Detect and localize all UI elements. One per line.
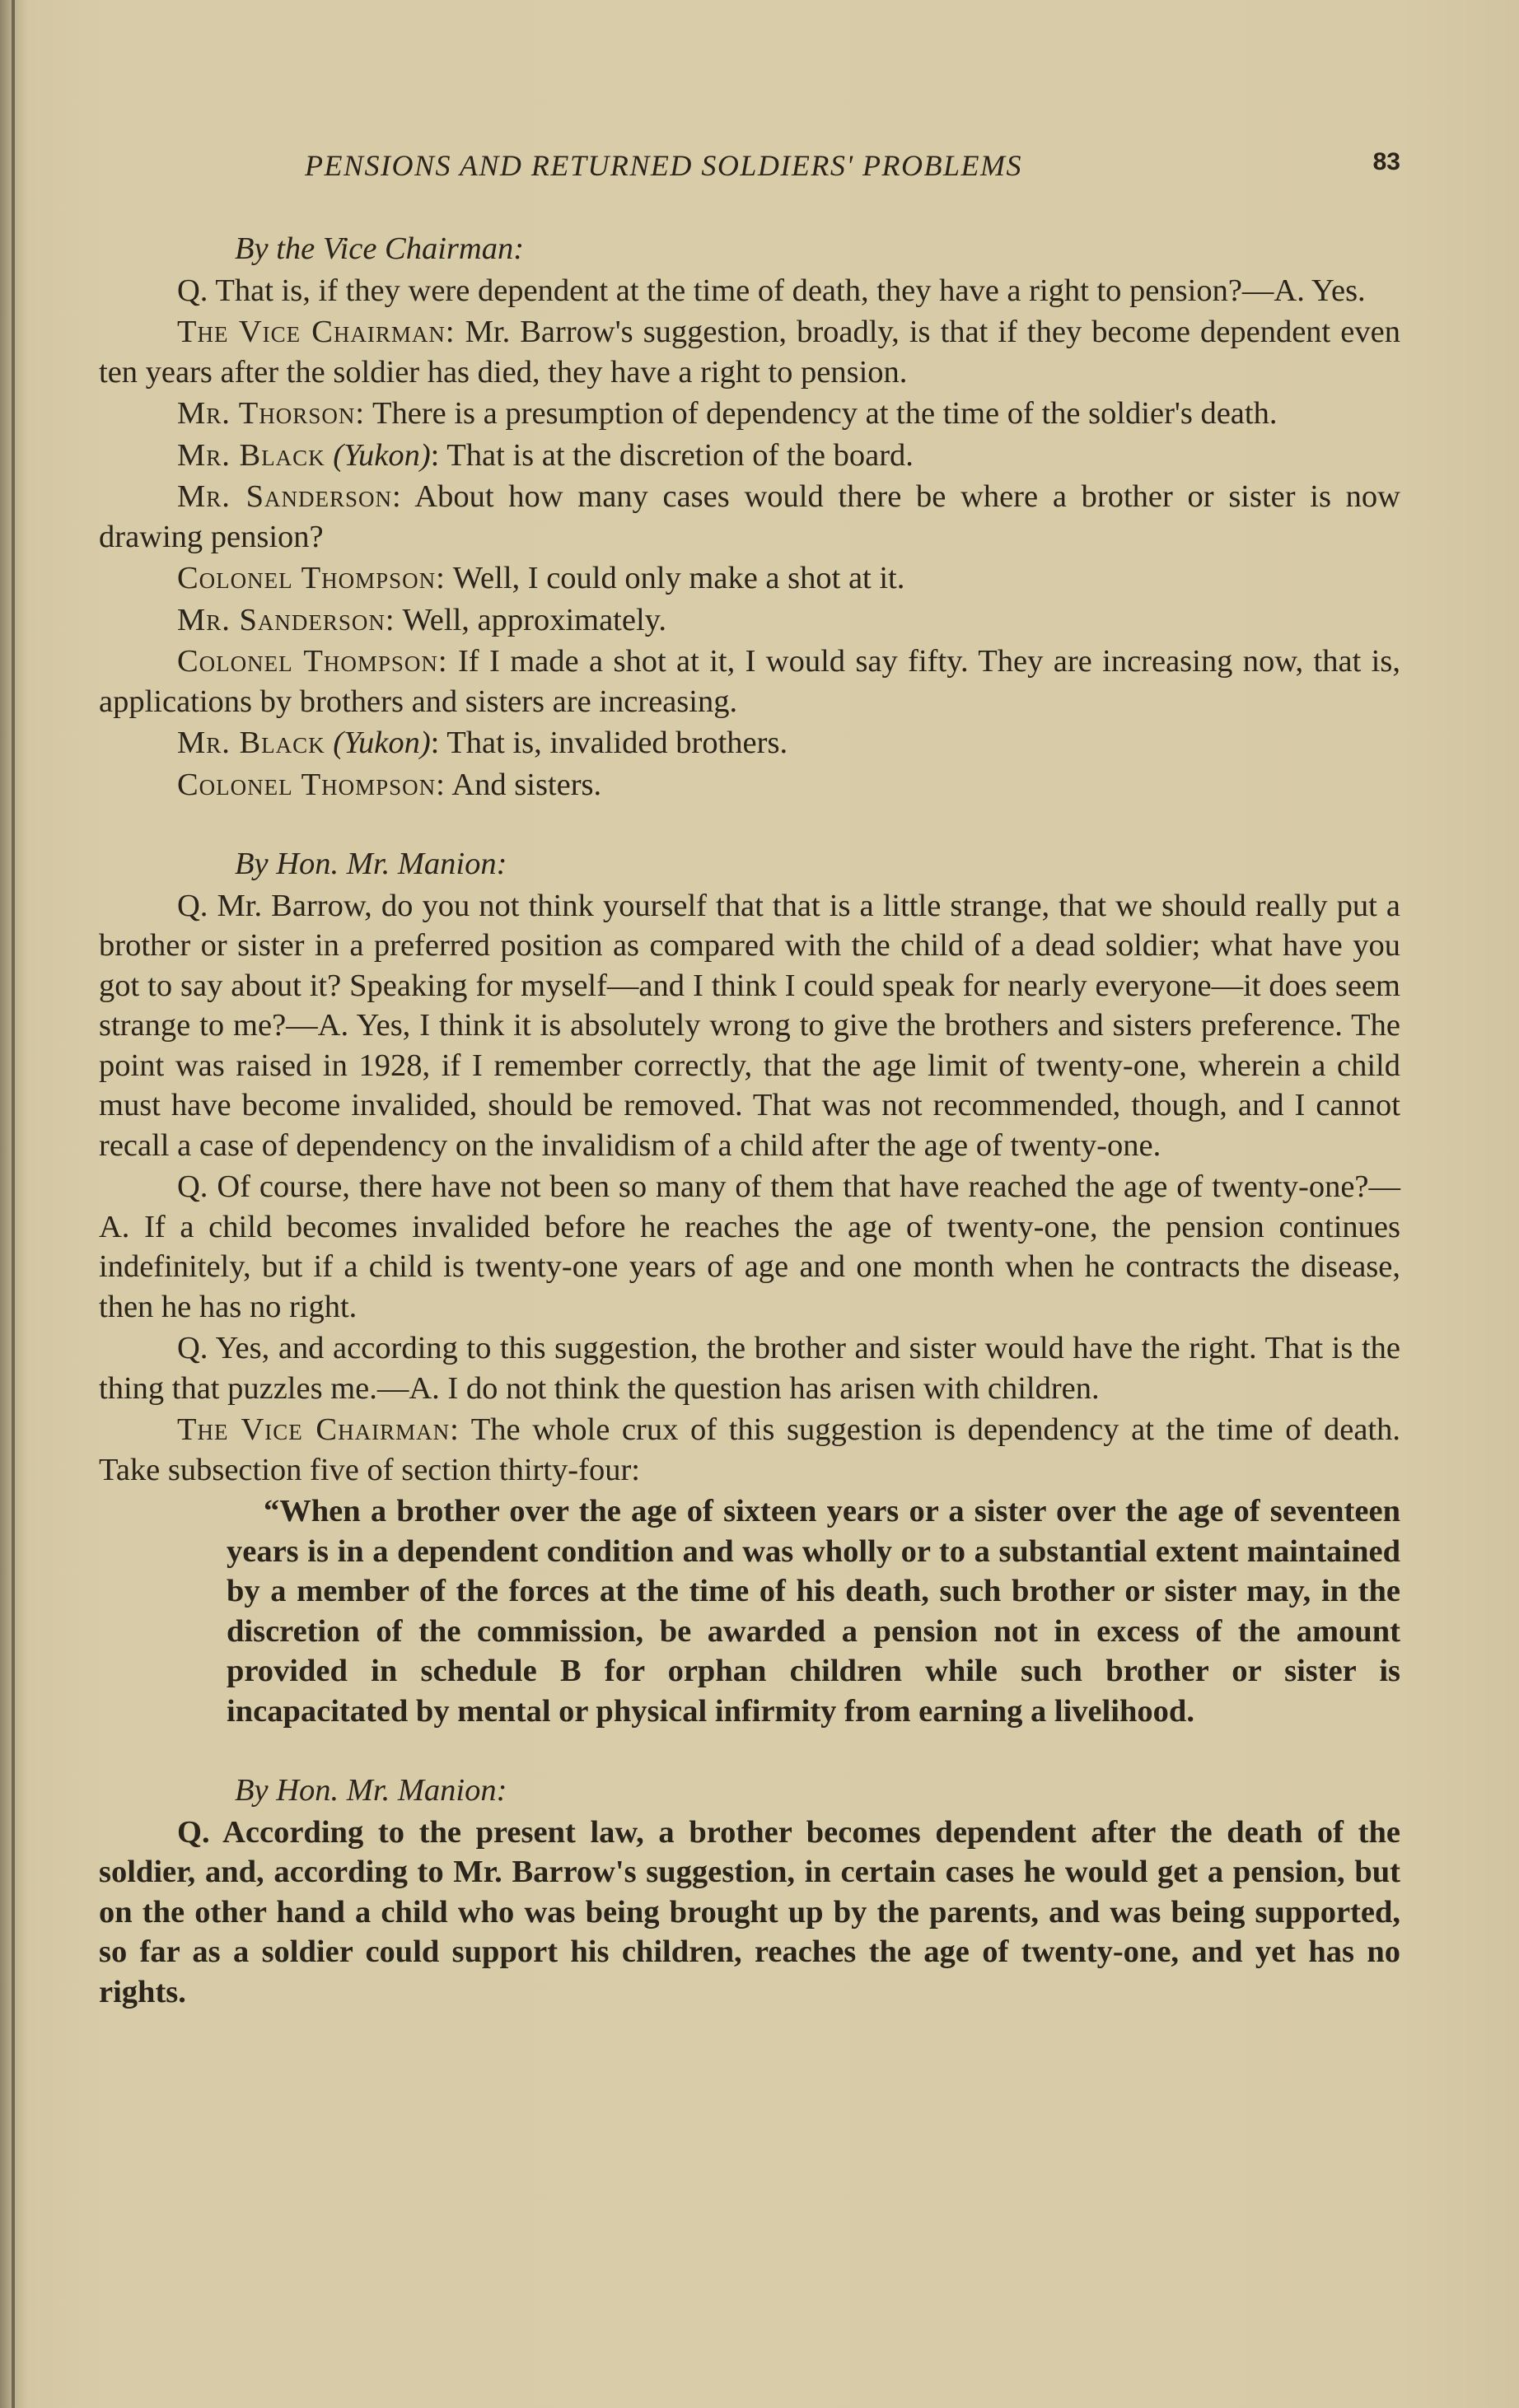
- speaker-paragraph: [99, 1410, 1400, 1490]
- speaker-paragraph: [99, 723, 1400, 763]
- paragraph: Q. Yes, and according to this suggestion, the brother and sister would have the right. That is the thing that puzzles me.—A. I do not think the question has arisen with children.: [99, 1331, 1400, 1406]
- page-body: [99, 229, 1400, 2012]
- speaker-name: Mr. Black: [177, 726, 325, 760]
- paragraph-text: If I made a shot at it, I would say fifty. They are increasing now, that is, applications by brothers and sisters are increasing.: [99, 644, 1400, 719]
- paragraph: Q. That is, if they were dependent at the time of death, they have a right to pension?—A. Yes.: [177, 273, 1366, 308]
- paragraph-text: About how many cases would there be where a brother or sister is now drawing pension?: [99, 479, 1400, 554]
- paragraph-text: Well, I could only make a shot at it.: [445, 561, 905, 595]
- running-title: PENSIONS AND RETURNED SOLDIERS' PROBLEMS: [305, 149, 1022, 182]
- paragraph-text: : That is at the discretion of the board.: [430, 437, 914, 473]
- page-header: [305, 148, 1400, 198]
- paragraph-text: And sisters.: [445, 767, 602, 802]
- speaker-riding: (Yukon): [333, 726, 431, 760]
- speaker-name: The Vice Chairman:: [177, 315, 456, 349]
- paragraph-text: Mr. Barrow's suggestion, broadly, is that if they become dependent even ten years after the soldier has died, they have a right to pension.: [99, 315, 1400, 390]
- paragraph-text: The whole crux of this suggestion is dependency at the time of death. Take subsection five of section thirty-four:: [99, 1412, 1400, 1487]
- speaker-name: Colonel Thompson:: [177, 767, 446, 802]
- speaker-paragraph: [99, 642, 1400, 721]
- speaker-paragraph: [99, 312, 1400, 392]
- paragraph: Q. Mr. Barrow, do you not think yourself that that is a little strange, that we should really put a brother or sister in a preferred position as compared with the child of a dead soldier; what have you got to say about it? Speaking for myself—and I think I could speak for nearly everyone—it does seem strange to me?—A. Yes, I think it is absolutely wrong to give the brothers and sisters preference. The point was raised in 1928, if I remember correctly, that the age limit of twenty-one, wherein a child must have become invalided, should be removed. That was not recommended, though, and I cannot recall a case of dependency on the invalidism of a child after the age of twenty-one.: [99, 888, 1400, 1163]
- binding-edge: [12, 0, 15, 2408]
- speaker-name: Colonel Thompson:: [177, 644, 448, 679]
- paragraph: Q. According to the present law, a brother becomes dependent after the death of the soldier, and, according to Mr. Barrow's suggestion, in certain cases he would get a pension, but on the other hand a child who was being brought up by the parents, and was being supported, so far as a soldier could support his children, reaches the age of twenty-one, and yet has no rights.: [99, 1814, 1400, 2009]
- speaker-paragraph: [99, 436, 1400, 476]
- speaker-paragraph: [99, 477, 1400, 557]
- speaker-name: Colonel Thompson:: [177, 561, 446, 595]
- speaker-paragraph: [99, 765, 1400, 805]
- section-heading: By the Vice Chairman:: [235, 231, 525, 266]
- speaker-name: Mr. Black: [177, 437, 325, 473]
- speaker-name: Mr. Thorson:: [177, 396, 366, 431]
- speaker-paragraph: [99, 600, 1400, 641]
- paragraph-text: : That is, invalided brothers.: [430, 726, 788, 760]
- speaker-name: The Vice Chairman:: [177, 1412, 460, 1447]
- speaker-name: Mr. Sanderson:: [177, 602, 395, 637]
- speaker-paragraph: [99, 558, 1400, 599]
- section-heading: By Hon. Mr. Manion:: [235, 847, 507, 881]
- statute-quote: “When a brother over the age of sixteen years or a sister over the age of seventeen years is in a dependent condition and was wholly or to a substantial extent maintained by a member of the forces at the time of his death, such brother or sister may, in the discretion of the commission, be awarded a pension not in excess of the amount provided in schedule B for orphan children while such brother or sister is incapacitated by mental or physical infirmity from earning a livelihood.: [227, 1494, 1400, 1729]
- section-heading: By Hon. Mr. Manion:: [235, 1773, 507, 1808]
- speaker-paragraph: [99, 394, 1400, 434]
- paragraph-text: Well, approximately.: [395, 602, 667, 637]
- paragraph: Q. Of course, there have not been so many of them that have reached the age of twenty-one?—A. If a child becomes invalided before he reaches the age of twenty-one, the pension continues indefinitely, but if a child is twenty-one years of age and one month when he contracts the disease, then he has no right.: [99, 1169, 1400, 1324]
- speaker-riding: (Yukon): [333, 437, 431, 473]
- page-number: 83: [1372, 148, 1400, 175]
- paragraph-text: There is a presumption of dependency at the time of the soldier's death.: [365, 396, 1278, 431]
- speaker-name: Mr. Sanderson:: [177, 479, 402, 514]
